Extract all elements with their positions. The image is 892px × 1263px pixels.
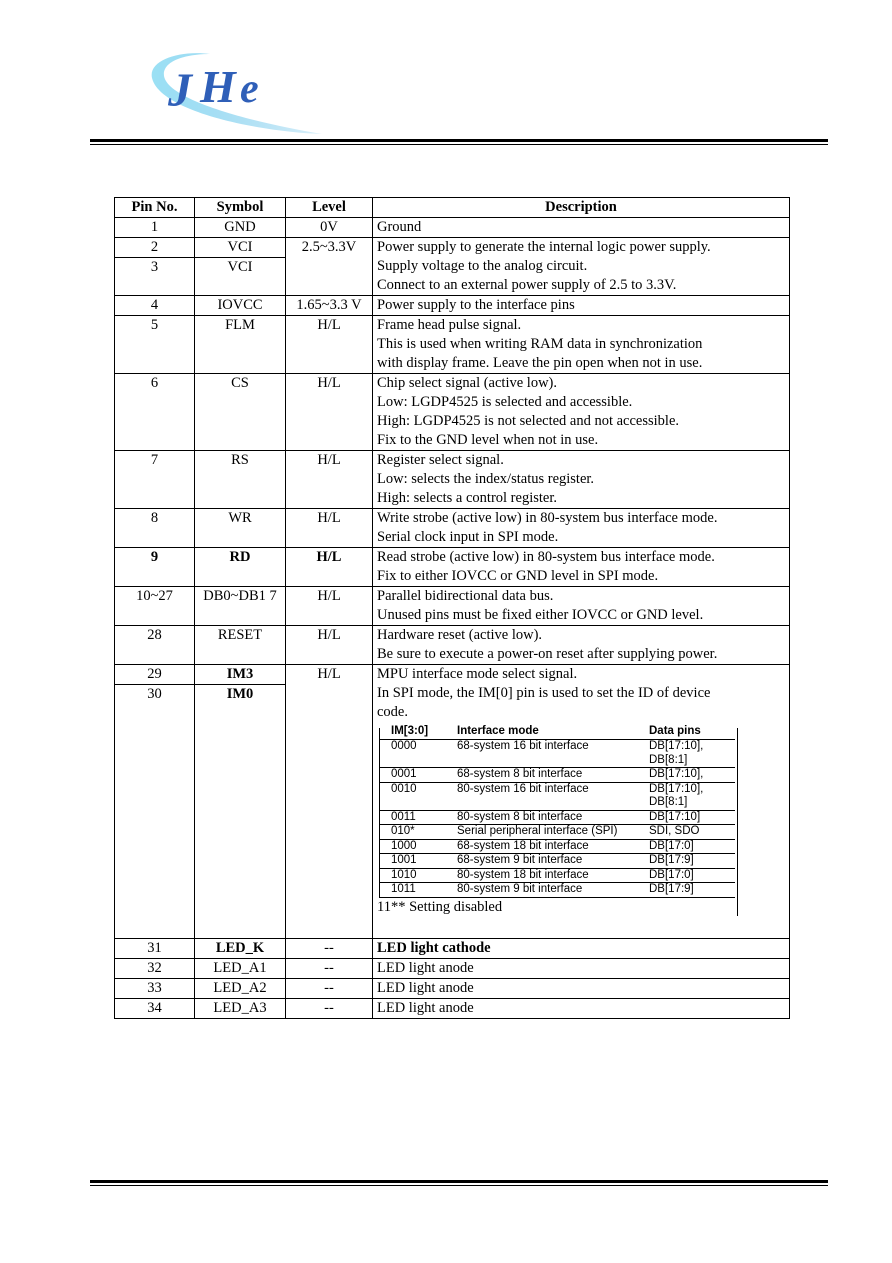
im-code: 010*: [379, 825, 445, 840]
svg-text:H: H: [200, 61, 236, 112]
im-code: 0010: [379, 782, 445, 810]
im-code: 0001: [379, 768, 445, 783]
pin-level: 2.5~3.3V: [286, 238, 373, 296]
im-mode: 80-system 9 bit interface: [445, 883, 637, 898]
pin-number: 1: [115, 218, 195, 238]
im-mode: 68-system 8 bit interface: [445, 768, 637, 783]
header-rule: [90, 139, 828, 145]
pin-description: Ground: [373, 218, 790, 238]
im-mode: Serial peripheral interface (SPI): [445, 825, 637, 840]
pin-level: H/L: [286, 626, 373, 665]
pin-description: Read strobe (active low) in 80-system bus interface mode. Fix to either IOVCC or GND level in SPI mode.: [373, 548, 790, 587]
pin-number: 5: [115, 316, 195, 374]
pin-number: 3: [115, 258, 195, 296]
pin-symbol: LED_A1: [195, 959, 286, 979]
pin-description: LED light anode: [373, 979, 790, 999]
table-row: [379, 883, 735, 898]
pin-symbol: RESET: [195, 626, 286, 665]
pin-level: --: [286, 979, 373, 999]
footer-rule: [90, 1180, 828, 1186]
pin-symbol: IOVCC: [195, 296, 286, 316]
pin-description-table: [114, 197, 790, 1019]
pin-symbol: IM0: [195, 685, 286, 939]
pin-symbol: CS: [195, 374, 286, 451]
table-header-row: [115, 198, 790, 218]
pin-description: Chip select signal (active low). Low: LGDP4525 is selected and accessible. High: LGDP4525 is not selected and not accessible. Fix to the GND level when not in use.: [373, 374, 790, 451]
im-code: 1000: [379, 839, 445, 854]
im-header-pins: Data pins: [637, 725, 735, 740]
pin-number: 33: [115, 979, 195, 999]
pin-level: H/L: [286, 451, 373, 509]
pin-level: 0V: [286, 218, 373, 238]
jhe-logo-graphic: [140, 42, 330, 138]
pin-description: LED light cathode: [373, 939, 790, 959]
im-mode: 68-system 16 bit interface: [445, 740, 637, 768]
im-pins: DB[17:9]: [637, 883, 735, 898]
table-row: [115, 626, 790, 665]
pin-level: H/L: [286, 509, 373, 548]
im-mode: 68-system 9 bit interface: [445, 854, 637, 869]
pin-number: 8: [115, 509, 195, 548]
im-code: 1001: [379, 854, 445, 869]
header-level: Level: [286, 198, 373, 218]
pin-symbol: LED_A2: [195, 979, 286, 999]
im-mode: 80-system 16 bit interface: [445, 782, 637, 810]
im-pins: DB[17:10]: [637, 810, 735, 825]
pin-level: --: [286, 939, 373, 959]
pin-symbol: FLM: [195, 316, 286, 374]
table-row: [379, 740, 735, 768]
svg-text:J: J: [168, 64, 192, 117]
pin-symbol: LED_K: [195, 939, 286, 959]
table-row: [379, 782, 735, 810]
pin-number: 28: [115, 626, 195, 665]
im-code: 1011: [379, 883, 445, 898]
pin-level: H/L: [286, 665, 373, 939]
table-row: [115, 296, 790, 316]
table-row: [115, 979, 790, 999]
pin-description: Hardware reset (active low). Be sure to execute a power-on reset after supplying power.: [373, 626, 790, 665]
table-row: [379, 825, 735, 840]
im-header-mode: Interface mode: [445, 725, 637, 740]
pin-symbol: RS: [195, 451, 286, 509]
pin-number: 7: [115, 451, 195, 509]
im-code: 0011: [379, 810, 445, 825]
pin-number: 10~27: [115, 587, 195, 626]
pin-symbol: VCI: [195, 258, 286, 296]
pin-description: Parallel bidirectional data bus. Unused pins must be fixed either IOVCC or GND level.: [373, 587, 790, 626]
im-pins: DB[17:10], DB[8:1]: [637, 740, 735, 768]
pin-level: H/L: [286, 374, 373, 451]
table-row: [115, 939, 790, 959]
im-note: 11** Setting disabled: [377, 898, 503, 915]
pin-number: 34: [115, 999, 195, 1019]
pin-number: 32: [115, 959, 195, 979]
im-table-header: [379, 725, 735, 740]
table-row: [379, 854, 735, 869]
pin-symbol: LED_A3: [195, 999, 286, 1019]
table-row: [115, 374, 790, 451]
pin-symbol: DB0~DB1 7: [195, 587, 286, 626]
im-header-im: IM[3:0]: [379, 725, 445, 740]
svg-text:e: e: [240, 66, 259, 112]
pin-number: 31: [115, 939, 195, 959]
pin-description: Write strobe (active low) in 80-system bus interface mode. Serial clock input in SPI mode.: [373, 509, 790, 548]
pin-symbol: VCI: [195, 238, 286, 258]
table-row: [379, 768, 735, 783]
table-row: [115, 451, 790, 509]
company-logo: [140, 42, 330, 138]
im-mode: 80-system 18 bit interface: [445, 868, 637, 883]
im-pins: DB[17:0]: [637, 868, 735, 883]
im-pins: DB[17:10],: [637, 768, 735, 783]
pin-symbol: WR: [195, 509, 286, 548]
table-row: [115, 665, 790, 685]
pin-description: LED light anode: [373, 999, 790, 1019]
header-pin-no: Pin No.: [115, 198, 195, 218]
header-symbol: Symbol: [195, 198, 286, 218]
pin-description: MPU interface mode select signal. In SPI mode, the IM[0] pin is used to set the ID of device code. IM[3:0] Interface mode Data pins 0000 68-system 16 bit interface DB[17:10], DB[8:1] 0001 68-system 8 bit interface DB[17:10], 0010 80-system 16 bit interface DB[17:10], DB[8:1] 0011 80-system 8 bit interface DB[17:10] 010* Serial peripheral interface (SPI) SDI, SDO 1000 68-system 18 bit interface DB[17:0] 1001 68-system 9 bit interface DB[17:9] 1010 80-system 18 bit interface DB[17:0] 1011 80-system 9 bit interface DB[17:9] 11** Setting disabled: [373, 665, 790, 939]
pin-number: 9: [115, 548, 195, 587]
pin-symbol: GND: [195, 218, 286, 238]
pin-description: Register select signal. Low: selects the index/status register. High: selects a control register.: [373, 451, 790, 509]
pin-level: H/L: [286, 587, 373, 626]
pin-level: H/L: [286, 316, 373, 374]
pin-number: 2: [115, 238, 195, 258]
im-pins: DB[17:9]: [637, 854, 735, 869]
im-code: 0000: [379, 740, 445, 768]
im-pins: DB[17:0]: [637, 839, 735, 854]
pin-level: --: [286, 999, 373, 1019]
pin-description: Power supply to the interface pins: [373, 296, 790, 316]
im-mode: 68-system 18 bit interface: [445, 839, 637, 854]
table-row: [379, 839, 735, 854]
im-pins: DB[17:10], DB[8:1]: [637, 782, 735, 810]
table-row: [115, 959, 790, 979]
im-pins: SDI, SDO: [637, 825, 735, 840]
table-row: [115, 587, 790, 626]
im-mode-table-wrap: [377, 725, 785, 898]
header-description: Description: [373, 198, 790, 218]
table-row: [115, 218, 790, 238]
pin-description: Power supply to generate the internal logic power supply. Supply voltage to the analog circuit. Connect to an external power supply of 2.5 to 3.3V.: [373, 238, 790, 296]
im-mode: 80-system 8 bit interface: [445, 810, 637, 825]
pin-number: 30: [115, 685, 195, 939]
table-row: [115, 316, 790, 374]
pin-number: 4: [115, 296, 195, 316]
table-row: [379, 868, 735, 883]
pin-symbol: RD: [195, 548, 286, 587]
pin-level: --: [286, 959, 373, 979]
pin-level: H/L: [286, 548, 373, 587]
pin-symbol: IM3: [195, 665, 286, 685]
table-row: [115, 509, 790, 548]
table-row: [115, 999, 790, 1019]
im-mode-table: [379, 725, 735, 898]
table-row: [379, 810, 735, 825]
table-row: [115, 238, 790, 258]
im-code: 1010: [379, 868, 445, 883]
table-row: [115, 548, 790, 587]
pin-description: LED light anode: [373, 959, 790, 979]
pin-level: 1.65~3.3 V: [286, 296, 373, 316]
pin-number: 6: [115, 374, 195, 451]
pin-number: 29: [115, 665, 195, 685]
pin-description: Frame head pulse signal. This is used when writing RAM data in synchronization with display frame. Leave the pin open when not in use.: [373, 316, 790, 374]
